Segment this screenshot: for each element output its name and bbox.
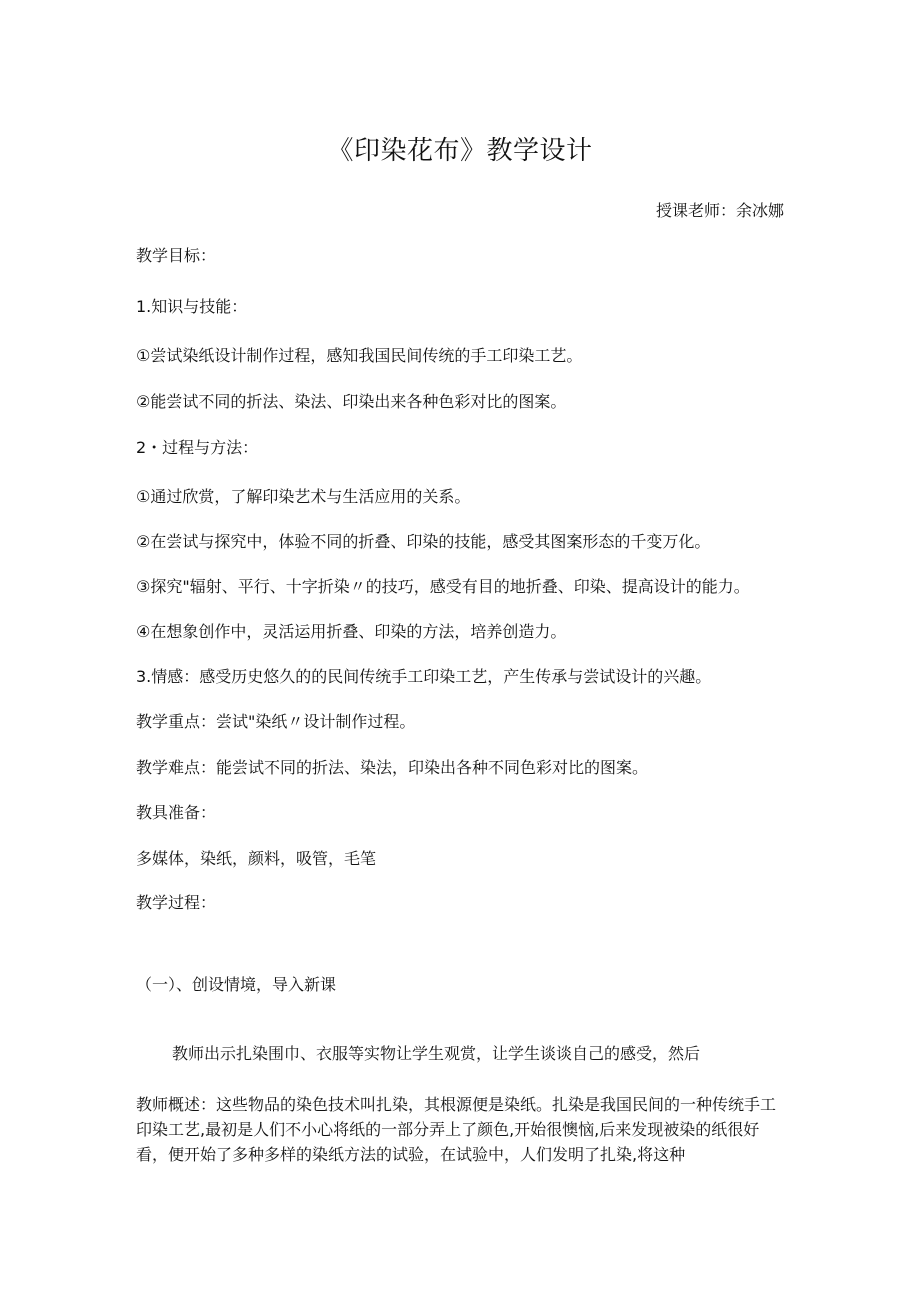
tools-list: 多媒体，染纸，颜料，吸管，毛笔: [136, 849, 377, 868]
process-heading: 教学过程：: [136, 893, 217, 912]
key-point: 教学重点：尝试"染纸〃设计制作过程。: [136, 712, 416, 731]
teacher-name: 授课老师：余冰娜: [655, 201, 784, 220]
document-title: 《印染花布》教学设计: [327, 136, 593, 166]
section1-item: ②能尝试不同的折法、染法、印染出来各种色彩对比的图案。: [136, 392, 567, 411]
section2-item: ②在尝试与探究中，体验不同的折叠、印染的技能，感受其图案形态的千变万化。: [136, 532, 711, 551]
section1-heading: 1.知识与技能：: [136, 297, 248, 316]
section2-heading: 2・过程与方法：: [136, 438, 259, 457]
part1-body: 教师概述：这些物品的染色技术叫扎染，其根源便是染纸。扎染是我国民间的一种传统手工印染工艺,最初是人们不小心将纸的一部分弄上了颜色,开始很懊恼,后来发现被染的纸很好看，便开始了多种多样的染纸方法的试验，在试验中，人们发明了扎染,将这种: [136, 1095, 777, 1164]
tools-heading: 教具准备：: [136, 803, 217, 822]
part1-intro: 教师出示扎染围巾、衣服等实物让学生观赏，让学生谈谈自己的感受，然后: [172, 1044, 701, 1063]
section2-item: ①通过欣赏，了解印染艺术与生活应用的关系。: [136, 487, 471, 506]
section2-item: ④在想象创作中，灵活运用折叠、印染的方法，培养创造力。: [136, 622, 567, 641]
difficulty: 教学难点：能尝试不同的折法、染法，印染出各种不同色彩对比的图案。: [136, 758, 649, 777]
part1-heading: （一）、创设情境，导入新课: [136, 975, 337, 994]
section3-text: 3.情感：感受历史悠久的的民间传统手工印染工艺，产生传承与尝试设计的兴趣。: [136, 667, 712, 686]
objectives-heading: 教学目标：: [136, 246, 217, 265]
section2-item: ③探究"辐射、平行、十字折染〃的技巧，感受有目的地折叠、印染、提高设计的能力。: [136, 577, 750, 596]
section1-item: ①尝试染纸设计制作过程，感知我国民间传统的手工印染工艺。: [136, 346, 583, 365]
